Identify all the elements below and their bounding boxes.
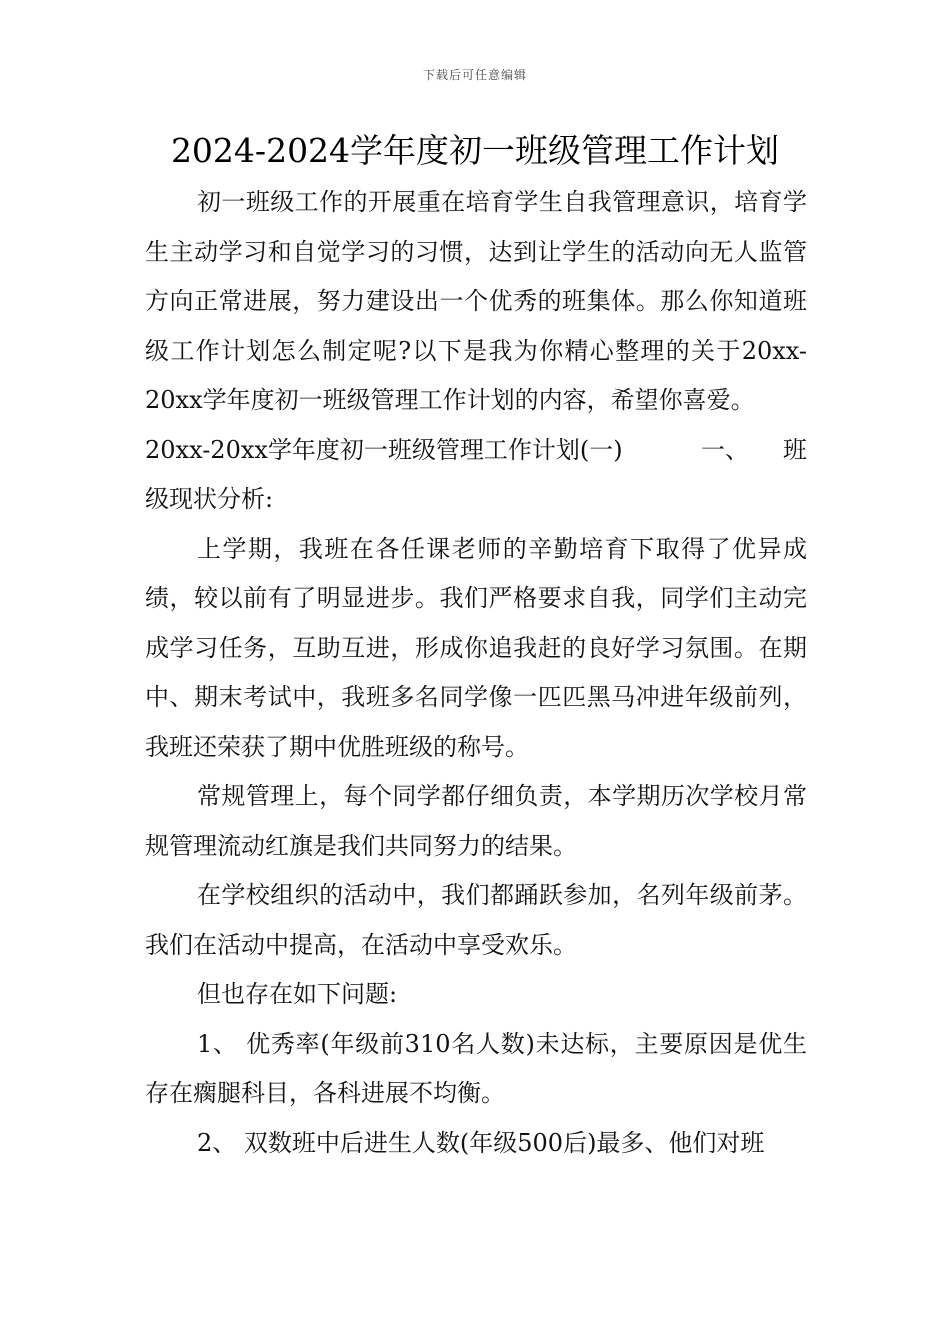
document-body (145, 178, 807, 1168)
body-paragraph: 常规管理上，每个同学都仔细负责，本学期历次学校月常规管理流动红旗是我们共同努力的结果。 (145, 782, 807, 860)
issue-item: 2、 双数班中后进生人数(年级500后)最多、他们对班 (197, 1128, 765, 1157)
section-number: 一、 (701, 435, 749, 464)
intro-paragraph: 初一班级工作的开展重在培育学生自我管理意识，培育学生主动学习和自觉学习的习惯，达到让学生的活动向无人监管方向正常进展，努力建设出一个优秀的班集体。那么你知道班级工作计划怎么制定呢?以下是我为你精心整理的关于20xx-20xx学年度初一班级管理工作计划的内容，希望你喜爱。 (145, 188, 807, 414)
document-title: 2024-2024学年度初一班级管理工作计划 (170, 131, 780, 170)
body-paragraph: 在学校组织的活动中，我们都踊跃参加，名列年级前茅。我们在活动中提高，在活动中享受欢乐。 (145, 881, 807, 959)
section-subtitle: 级现状分析: (145, 485, 274, 513)
page-header-note: 下载后可任意编辑 (422, 68, 527, 82)
section-heading (145, 426, 807, 476)
section-heading-tail (701, 426, 807, 476)
body-paragraph: 但也存在如下问题: (197, 980, 398, 1008)
body-paragraph: 上学期，我班在各任课老师的辛勤培育下取得了优异成绩，较以前有了明显进步。我们严格要求自我，同学们主动完成学习任务，互助互进，形成你追我赶的良好学习氛围。在期中、期末考试中，我班多名同学像一匹匹黑马冲进年级前列，我班还荣获了期中优胜班级的称号。 (145, 534, 807, 761)
section-title: 20xx-20xx学年度初一班级管理工作计划(一) (145, 435, 623, 464)
issue-item: 1、 优秀率(年级前310名人数)未达标，主要原因是优生存在瘸腿科目，各科进展不均衡。 (145, 1029, 807, 1107)
section-sub-start: 班 (783, 435, 807, 464)
